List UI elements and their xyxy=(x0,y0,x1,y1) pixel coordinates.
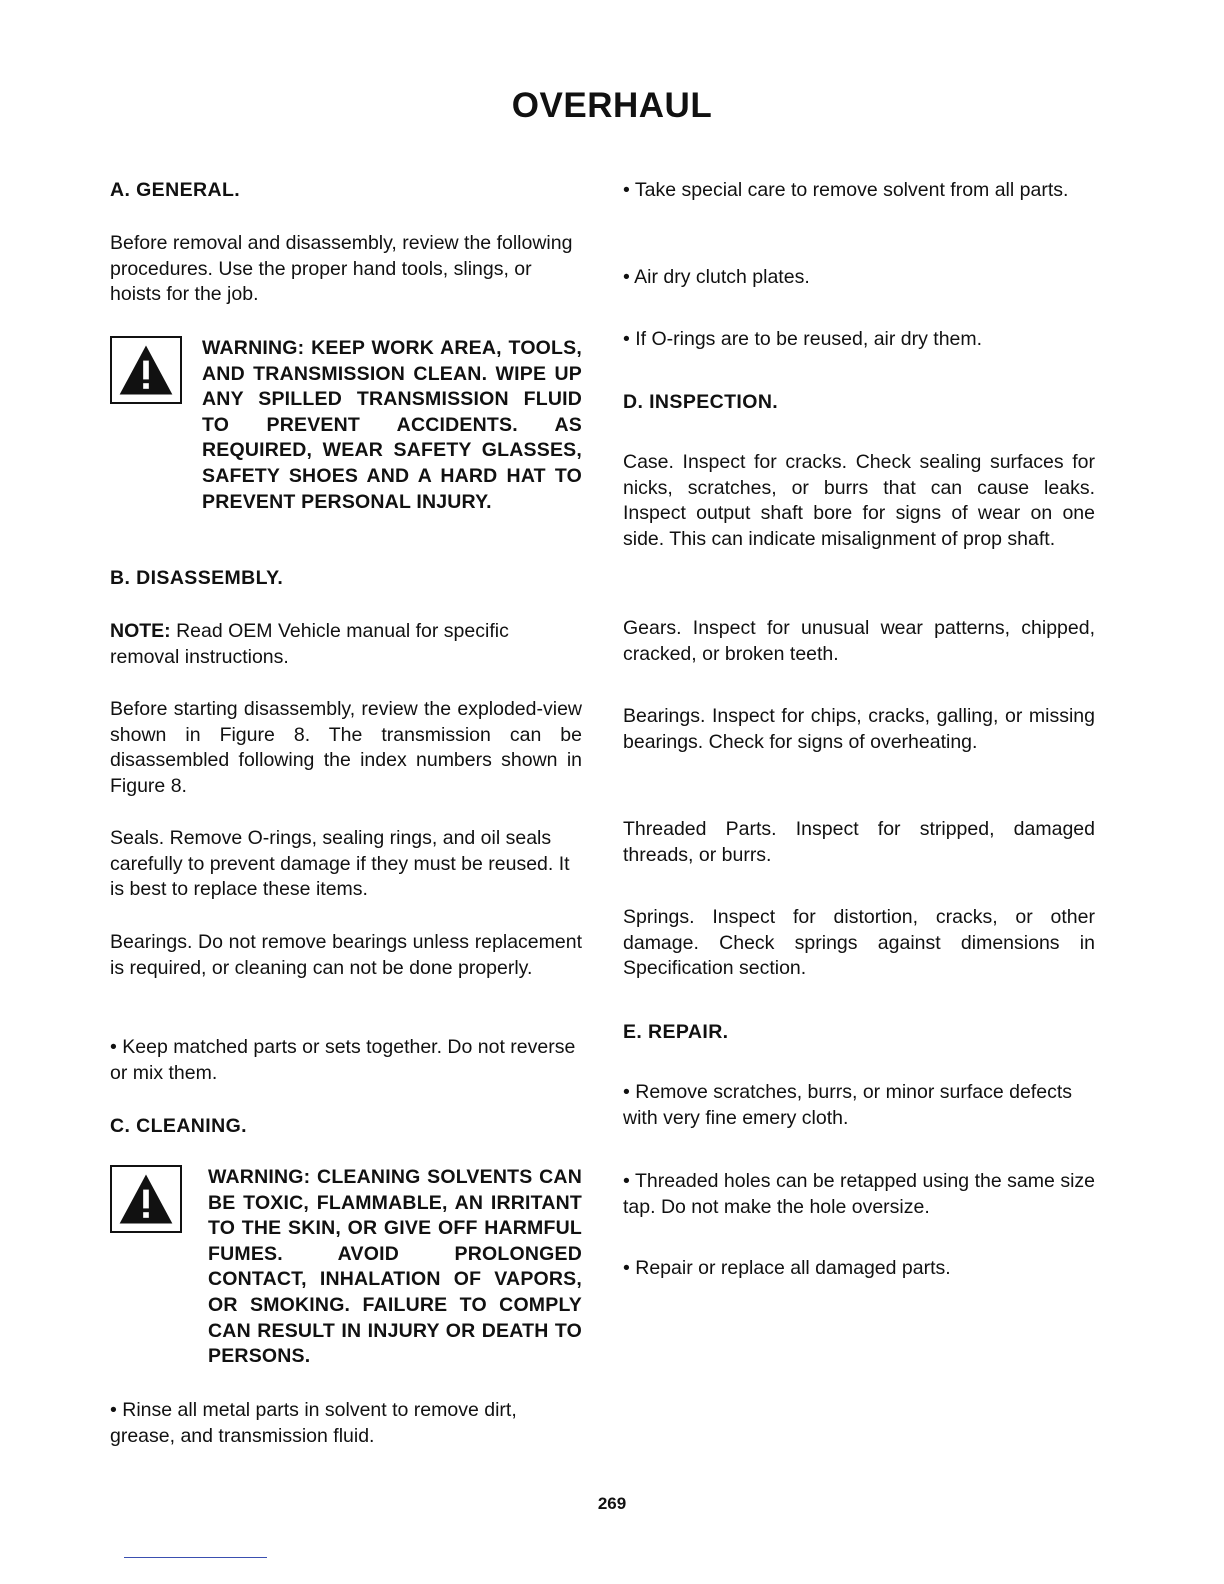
bullet-air-dry-plates: • Air dry clutch plates. xyxy=(623,266,810,288)
general-paragraph: Before removal and disassembly, review the following procedures. Use the proper hand tools, slings, or hoists for the job. xyxy=(110,232,573,306)
bullet-threaded-holes: • Threaded holes can be retapped using the same size tap. Do not make the hole oversize. xyxy=(623,1170,1095,1218)
bullet-repair-replace: • Repair or replace all damaged parts. xyxy=(623,1257,951,1279)
note-paragraph xyxy=(110,619,582,670)
warning-triangle-icon xyxy=(110,336,182,404)
bearings-removal-paragraph: Bearings. Do not remove bearings unless replacement is required, or cleaning can not be done properly. xyxy=(110,931,582,979)
bullet-orings-dry: • If O-rings are to be reused, air dry them. xyxy=(623,328,983,350)
disassembly-paragraph: Before starting disassembly, review the exploded-view shown in Figure 8. The transmission can be disassembled following the index numbers shown in Figure 8. xyxy=(110,698,582,797)
footer-rule xyxy=(124,1557,267,1558)
section-heading-cleaning: C. CLEANING. xyxy=(110,1115,247,1137)
bullet-remove-solvent: • Take special care to remove solvent from all parts. xyxy=(623,179,1069,201)
section-heading-inspection: D. INSPECTION. xyxy=(623,391,779,413)
warning-triangle-icon xyxy=(110,1165,182,1233)
section-heading-disassembly: B. DISASSEMBLY. xyxy=(110,567,284,589)
case-paragraph: Case. Inspect for cracks. Check sealing surfaces for nicks, scratches, or burrs that can cause leaks. Inspect output shaft bore for signs of wear on one side. This can indicate misalignment of prop shaft. xyxy=(623,451,1095,550)
page-title: OVERHAUL xyxy=(511,86,713,125)
warning-text-work-area: WARNING: KEEP WORK AREA, TOOLS, AND TRANSMISSION CLEAN. WIPE UP ANY SPILLED TRANSMISSION FLUID TO PREVENT ACCIDENTS. AS REQUIRED, WEAR SAFETY GLASSES, SAFETY SHOES AND A HARD HAT TO PREVENT PERSONAL INJURY. xyxy=(202,337,582,513)
page-number: 269 xyxy=(597,1494,627,1513)
springs-paragraph: Springs. Inspect for distortion, cracks, or other damage. Check springs against dimensions in Specification section. xyxy=(623,906,1095,980)
bullet-remove-scratches: • Remove scratches, burrs, or minor surface defects with very fine emery cloth. xyxy=(623,1081,1072,1129)
warning-text-solvents: WARNING: CLEANING SOLVENTS CAN BE TOXIC, FLAMMABLE, AN IRRITANT TO THE SKIN, OR GIVE OFF HARMFUL FUMES. AVOID PROLONGED CONTACT, INHALATION OF VAPORS, OR SMOKING. FAILURE TO COMPLY CAN RESULT IN INJURY OR DEATH TO PERSONS. xyxy=(208,1166,582,1368)
gears-paragraph: Gears. Inspect for unusual wear patterns, chipped, cracked, or broken teeth. xyxy=(623,617,1095,665)
threaded-parts-paragraph: Threaded Parts. Inspect for stripped, damaged threads, or burrs. xyxy=(623,818,1095,866)
section-heading-repair: E. REPAIR. xyxy=(623,1021,729,1043)
bearings-inspection-paragraph: Bearings. Inspect for chips, cracks, galling, or missing bearings. Check for signs of overheating. xyxy=(623,705,1095,753)
seals-paragraph: Seals. Remove O-rings, sealing rings, and oil seals carefully to prevent damage if they must be reused. It is best to replace these items. xyxy=(110,827,570,901)
note-text: Read OEM Vehicle manual for specific removal instructions. xyxy=(110,620,509,668)
section-heading-general: A. GENERAL. xyxy=(110,179,241,201)
bullet-matched-parts: • Keep matched parts or sets together. Do not reverse or mix them. xyxy=(110,1036,576,1084)
note-label: NOTE: xyxy=(110,620,171,642)
bullet-rinse-parts: • Rinse all metal parts in solvent to remove dirt, grease, and transmission fluid. xyxy=(110,1399,517,1447)
